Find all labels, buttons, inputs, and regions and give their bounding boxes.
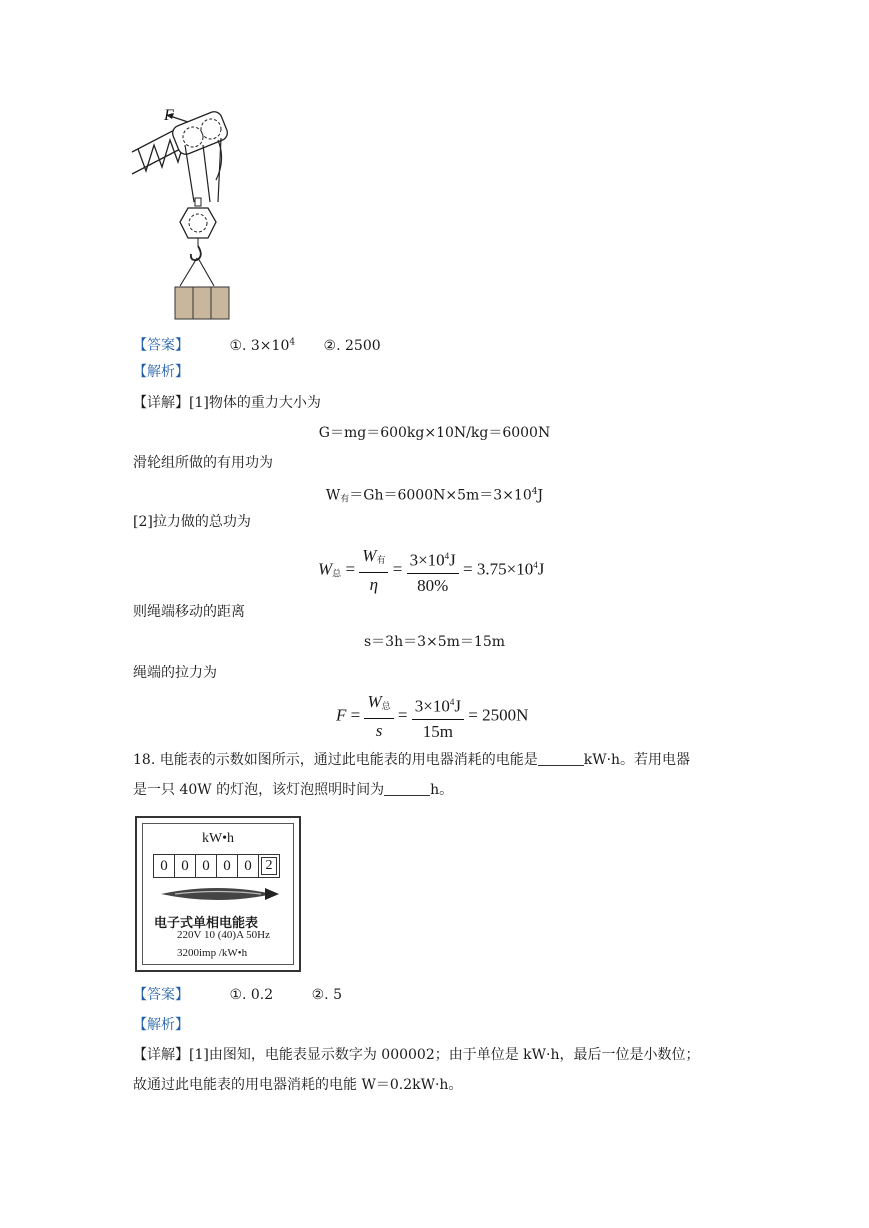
- q17-detail-line-5: 绳端的拉力为: [133, 665, 217, 681]
- q18-question-line-2: 是一只 40W 的灯泡，该灯泡照明时间为 h。: [133, 782, 454, 798]
- q18-blank-1: [538, 751, 584, 766]
- q18-analysis-label: 【解析】: [133, 1017, 189, 1033]
- meter-digit: 0: [196, 854, 217, 878]
- meter-spec-2: 3200imp /kW•h: [177, 947, 248, 959]
- meter-digit: 0: [153, 854, 175, 878]
- meter-digit: 0: [175, 854, 196, 878]
- q18-answer-label: 【答案】: [133, 987, 189, 1003]
- crane-pulley-figure: [128, 100, 240, 322]
- q17-detail-line-4: 则绳端移动的距离: [133, 604, 245, 620]
- electric-meter-figure: [135, 816, 301, 972]
- meter-digit-decimal: 2: [259, 854, 280, 878]
- q17-detail-line-3: [2]拉力做的总功为: [133, 514, 251, 530]
- meter-spec-1: 220V 10 (40)A 50Hz: [177, 929, 270, 941]
- q17-eq-total-work: $W_总$ = $\frac{W_有}{\eta}$ = $\frac{3\times 10^4J}{80\%}$ = $3.75\times 10^4J$: [318, 540, 544, 599]
- q18-answer-2: ②. 5: [311, 987, 342, 1003]
- meter-unit: kW•h: [201, 831, 235, 846]
- q17-eq-gravity: G＝mg＝600kg×10N/kg＝6000N: [318, 425, 551, 441]
- meter-digit-row: [153, 854, 280, 878]
- q18-answer-row: [133, 985, 342, 1005]
- q17-answer-label: 【答案】: [133, 337, 189, 354]
- q17-answer-1: ①. $3\times 10^4$: [229, 337, 296, 354]
- cargo-cables: [180, 258, 214, 286]
- q17-eq-distance: s＝3h＝3×5m＝15m: [363, 634, 506, 650]
- q17-answer-2: ②. 2500: [323, 337, 381, 354]
- meter-digit: 0: [238, 854, 259, 878]
- q17-detail-line-1: 【详解】[1]物体的重力大小为: [133, 395, 321, 411]
- q17-detail-line-2: 滑轮组所做的有用功为: [133, 455, 273, 471]
- cargo-box: [175, 287, 229, 319]
- q18-detail-line-2: 故通过此电能表的用电器消耗的电能 W＝0.2kW·h。: [133, 1077, 463, 1093]
- q18-blank-2: [384, 781, 430, 796]
- force-label: F: [164, 107, 174, 124]
- q18-detail-label: 【详解】: [133, 1047, 189, 1063]
- meter-digit: 0: [217, 854, 238, 878]
- q17-detail-label: 【详解】: [133, 395, 189, 411]
- meter-name: 电子式单相电能表: [154, 915, 259, 930]
- meter-indicator-arrow: [157, 884, 281, 904]
- pulley-block-bottom: [180, 198, 216, 260]
- q17-eq-useful-work: $W_有=Gh=6000N\times 5m=3\times 10^4J$: [325, 487, 544, 505]
- q17-analysis-label: 【解析】: [133, 364, 189, 380]
- q17-eq-pull-force: F = $\frac{W_总}{s}$ = $\frac{3\times 10^4J}{15m}$ = 2500N: [336, 690, 528, 744]
- q18-answer-1: ①. 0.2: [229, 987, 274, 1003]
- q18-detail-line-1: 【详解】[1]由图知，电能表显示数字为 000002；由于单位是 kW·h，最后一位是小数位；: [133, 1047, 700, 1063]
- q18-question-line-1: 18. 电能表的示数如图所示，通过此电能表的用电器消耗的电能是 kW·h。若用电器: [133, 752, 691, 768]
- q17-answer-row: [133, 332, 381, 356]
